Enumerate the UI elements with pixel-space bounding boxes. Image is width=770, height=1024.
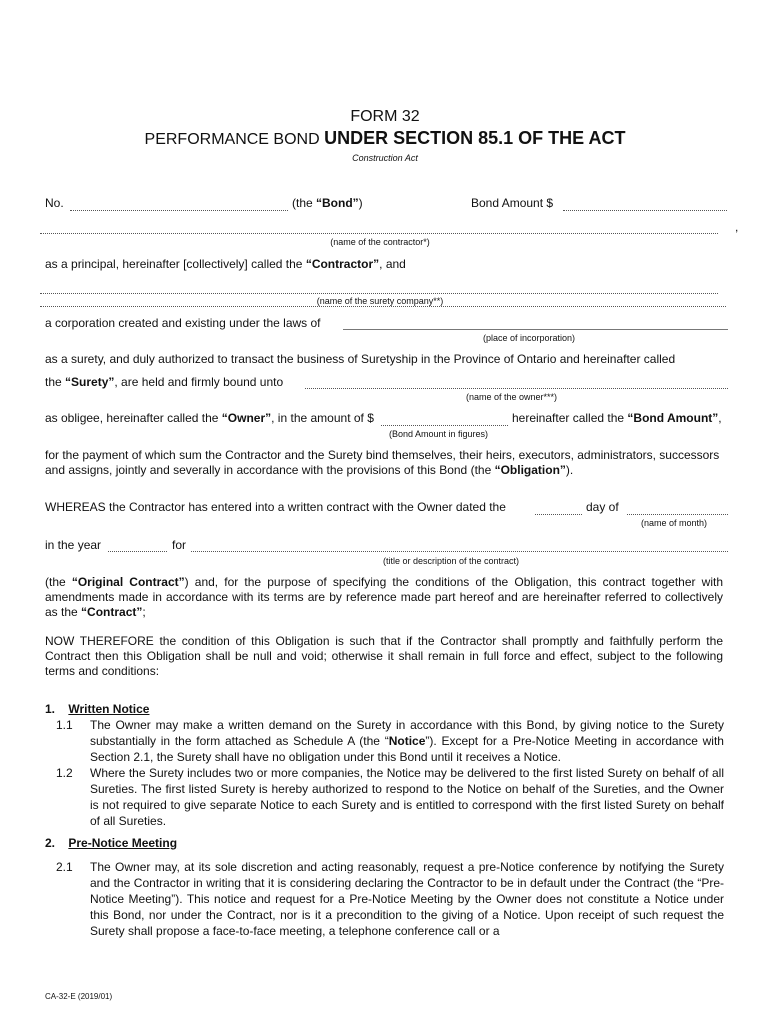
contractor-name-field[interactable] — [40, 233, 718, 234]
payment-paragraph — [45, 448, 723, 478]
form-number: FORM 32 — [350, 108, 420, 125]
contractor-comma: , — [735, 220, 739, 234]
owner-name-field[interactable] — [305, 388, 728, 389]
day-field[interactable] — [535, 514, 582, 515]
original-post: ; — [142, 605, 146, 619]
owner-caption: (name of the owner***) — [466, 392, 558, 402]
surety-called-pre: the — [45, 375, 66, 389]
day-of-label: day of — [586, 500, 619, 514]
original-contract-paragraph — [45, 575, 723, 620]
bond-number-field[interactable] — [70, 210, 288, 211]
section-1-number: 1. — [45, 702, 56, 716]
now-therefore-paragraph: NOW THEREFORE the condition of this Obligation is such that if the Contractor shall promptly and faithfully perform the Contract then this Obligation shall be null and void; otherwise it shall remain in full force and effect, subject to the following terms and conditions: — [45, 634, 723, 678]
bond-amount-field[interactable] — [563, 210, 727, 211]
form-subtitle: Construction Act — [352, 153, 418, 163]
surety-caption: (name of the surety company**) — [316, 296, 444, 306]
obligee-pre: as obligee, hereinafter called the — [45, 411, 222, 425]
form-title-part2: UNDER SECTION 85.1 OF THE ACT — [324, 128, 626, 148]
section-1-1 — [56, 717, 724, 765]
section-1-1-pre: The Owner may make a written demand on the Surety in accordance with this Bond, by giving notice to the Surety substantially in the form attached as Schedule A (the “ — [90, 718, 724, 748]
bond-label-bold: “Bond” — [316, 196, 359, 210]
bond-amount-label: Bond Amount $ — [471, 196, 554, 210]
section-2-1-body: The Owner may, at its sole discretion and acting reasonably, request a pre-Notice conference by notifying the Surety and the Contractor in writing that it is considering declaring the Contractor to be in default under the Contract (the “Pre-Notice Meeting”). This notice and request for a Pre-Notice Meeting by the Owner does not constitute a Notice under this Bond, nor under the Contract, nor is it a precondition to the giving of a Notice. Upon receipt of such request the Surety shall propose a face-to-face meeting, a telephone conference call or a — [90, 860, 724, 938]
form-title — [0, 128, 770, 149]
form-code: CA-32-E (2019/01) — [45, 992, 113, 1001]
month-caption: (name of month) — [641, 518, 708, 528]
obligee-post: , in the amount of $ — [271, 411, 374, 425]
surety-name-field[interactable] — [40, 293, 718, 294]
section-1-1-number: 1.1 — [56, 718, 73, 732]
bond-label-pre: (the — [292, 196, 317, 210]
surety-name-field-2[interactable] — [40, 306, 726, 307]
contract-title-field[interactable] — [191, 551, 728, 552]
year-field[interactable] — [108, 551, 167, 552]
section-1-heading — [45, 702, 149, 716]
whereas-text: WHEREAS the Contractor has entered into a written contract with the Owner dated the — [45, 500, 506, 514]
incorporation-field[interactable] — [343, 329, 728, 330]
section-1-1-body — [90, 717, 724, 765]
bond-amount-called-post: , — [718, 411, 722, 425]
original-mid: ) and, for the purpose of specifying the conditions of the Obligation, this contract together with amendments made in accordance with its terms are by reference made part hereof and are hereinafter referred to collectively as the — [45, 575, 724, 619]
original-bold: “Original Contract” — [71, 575, 185, 589]
contract-caption: (title or description of the contract) — [383, 556, 520, 566]
section-2-1 — [56, 859, 724, 939]
surety-called-bold: “Surety” — [65, 375, 115, 389]
bond-amount-figures-field[interactable] — [381, 425, 508, 426]
incorporation-caption: (place of incorporation) — [483, 333, 576, 343]
surety-called-post: , are held and firmly bound unto — [114, 375, 284, 389]
original-bold2: “Contract” — [81, 605, 143, 619]
obligee-bold: “Owner” — [221, 411, 272, 425]
section-1-2-body: Where the Surety includes two or more companies, the Notice may be delivered to the first listed Surety on behalf of all Sureties. The first listed Surety is hereby authorized to respond to the Notice on behalf of the Sureties, and the Owner is not required to give separate Notice to each Surety and is entitled to correspond with the first listed Surety on behalf of all Sureties. — [90, 766, 724, 828]
bond-amount-caption: (Bond Amount in figures) — [389, 429, 489, 439]
section-2-heading — [45, 836, 177, 850]
principal-post: , and — [379, 257, 406, 271]
contractor-caption: (name of the contractor*) — [330, 237, 430, 247]
section-1-1-post: ”). Except for a Pre-Notice Meeting in accordance with Section 2.1, the Surety shall have no obligation under this Bond until it receives a Notice. — [90, 734, 724, 764]
principal-bold: “Contractor” — [305, 257, 380, 271]
bond-amount-called-text — [512, 411, 722, 425]
section-1-title: Written Notice — [68, 702, 150, 716]
form-title-part1: PERFORMANCE BOND — [144, 131, 320, 148]
principal-pre: as a principal, hereinafter [collectively] called the — [45, 257, 306, 271]
section-1-1-bold: Notice — [388, 734, 426, 748]
bond-label-post: ) — [358, 196, 363, 210]
section-2-title: Pre-Notice Meeting — [68, 836, 178, 850]
obligee-text — [45, 411, 374, 425]
year-label: in the year — [45, 538, 102, 552]
section-1-2-number: 1.2 — [56, 766, 73, 780]
principal-text — [45, 257, 406, 271]
bond-amount-called-bold: “Bond Amount” — [627, 411, 719, 425]
corporation-label: a corporation created and existing under the laws of — [45, 316, 321, 330]
section-2-number: 2. — [45, 836, 56, 850]
payment-post: ). — [565, 463, 574, 477]
payment-bold: “Obligation” — [494, 463, 566, 477]
section-2-1-number: 2.1 — [56, 860, 73, 874]
section-1-2 — [56, 765, 724, 829]
bond-amount-called-pre: hereinafter called the — [512, 411, 628, 425]
bond-label — [292, 196, 363, 210]
original-pre: (the — [45, 575, 72, 589]
month-field[interactable] — [627, 514, 728, 515]
for-label: for — [172, 538, 187, 552]
no-label: No. — [45, 196, 64, 210]
surety-called-text — [45, 375, 283, 389]
surety-authorized-text: as a surety, and duly authorized to transact the business of Suretyship in the Province of Ontario and hereinafter called — [45, 352, 676, 366]
payment-text: for the payment of which sum the Contractor and the Surety bind themselves, their heirs, executors, administrators, successors and assigns, jointly and severally in accordance with the provisions of this Bond (the — [45, 448, 720, 477]
